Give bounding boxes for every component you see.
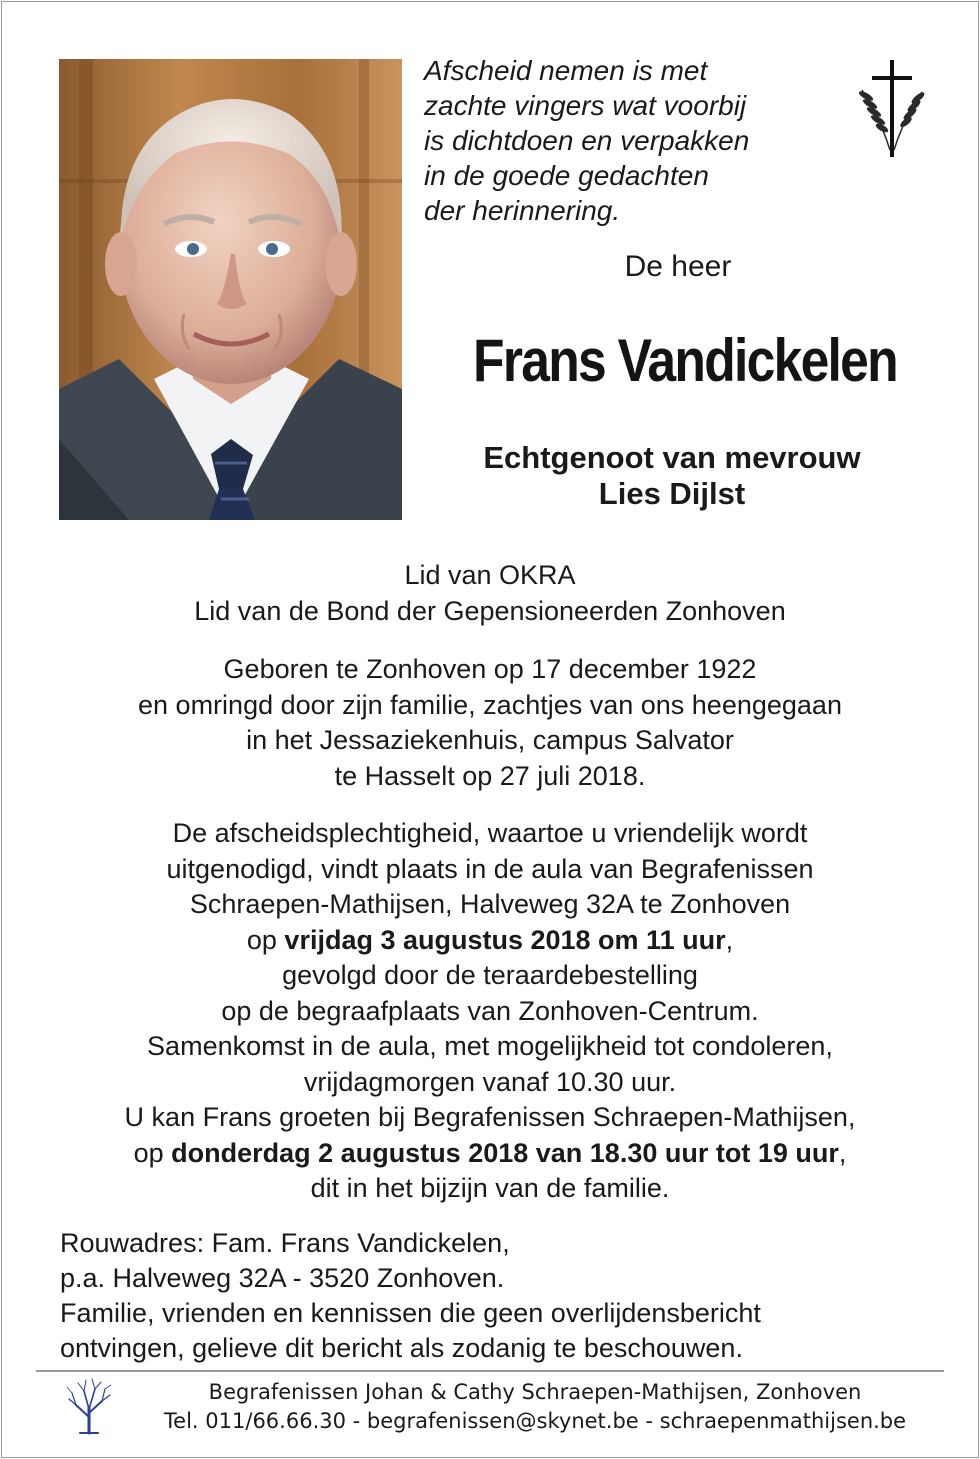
spouse-info [412,440,932,512]
ceremony-line: De afscheidsplechtigheid, waartoe u vriendelijk wordt [172,818,808,848]
birth-death-info [40,652,940,794]
address-line: Rouwadres: Fam. Frans Vandickelen, [60,1228,510,1258]
ceremony-date: vrijdag 3 augustus 2018 om 11 uur [284,924,726,955]
poem-line: is dichtdoen en verpakken [424,125,750,156]
visitation-date-suffix: , [838,1137,847,1168]
funeral-home-contact: Tel. 011/66.66.30 - begrafenissen@skynet.be - schraepenmathijsen.be [163,1409,907,1433]
birth-death-line: en omringd door zijn familie, zachtjes van ons heengegaan [138,689,842,720]
birth-death-line: te Hasselt op 27 juli 2018. [334,760,646,791]
address-line: Familie, vrienden en kennissen die geen overlijdensbericht [60,1298,761,1328]
ceremony-info [40,816,940,1207]
birth-death-line: in het Jessaziekenhuis, campus Salvator [246,725,734,755]
spouse-line-1: Echtgenoot van mevrouw [483,440,861,475]
poem-line: Afscheid nemen is met [424,55,708,86]
membership-line: Lid van de Bond der Gepensioneerden Zonhoven [194,595,786,626]
poem-line: der herinnering. [424,195,621,226]
ceremony-line: Schraepen-Mathijsen, Halveweg 32A te Zonhoven [189,889,791,919]
funeral-home-name: Begrafenissen Johan & Cathy Schraepen-Mathijsen, Zonhoven [208,1380,862,1404]
poem-line: zachte vingers wat voorbij [424,90,747,121]
mourning-address [60,1226,940,1366]
ceremony-date-line [40,923,940,959]
ceremony-date-prefix: op [246,924,285,955]
visitation-date-prefix: op [133,1137,172,1168]
memberships [40,558,940,629]
visitation-date: donderdag 2 augustus 2018 van 18.30 uur tot 19 uur [171,1137,839,1168]
birth-death-line: Geboren te Zonhoven op 17 december 1922 [223,654,757,684]
poem [424,53,824,228]
ceremony-line: Samenkomst in de aula, met mogelijkheid tot condoleren, [147,1031,833,1061]
ceremony-line: vrijdagmorgen vanaf 10.30 uur. [303,1066,677,1097]
ceremony-line: U kan Frans groeten bij Begrafenissen Schraepen-Mathijsen, [124,1102,856,1132]
footer-divider [36,1370,944,1372]
honorific [420,250,940,284]
ceremony-line: dit in het bijzijn van de familie. [310,1173,670,1203]
address-line: p.a. Halveweg 32A - 3520 Zonhoven. [60,1263,505,1293]
ceremony-date-suffix: , [725,924,734,955]
spouse-line-2: Lies Dijlst [598,476,746,511]
deceased-name: Frans Vandickelen [473,327,897,394]
ceremony-line: gevolgd door de teraardebestelling [282,960,698,990]
ceremony-line: uitgenodigd, vindt plaats in de aula van Begrafenissen [166,853,814,884]
membership-line: Lid van OKRA [404,560,576,590]
cross-with-wheat-icon [852,58,932,160]
ceremony-line: op de begraafplaats van Zonhoven-Centrum. [221,995,759,1026]
honorific-text: De heer [624,250,732,283]
portrait-photo [59,59,402,520]
address-line: ontvingen, gelieve dit bericht als zodanig te beschouwen. [60,1333,743,1363]
tree-logo-icon [64,1377,114,1435]
poem-line: in de goede gedachten [424,160,709,191]
funeral-home-footer [120,1378,950,1436]
visitation-date-line [40,1136,940,1172]
